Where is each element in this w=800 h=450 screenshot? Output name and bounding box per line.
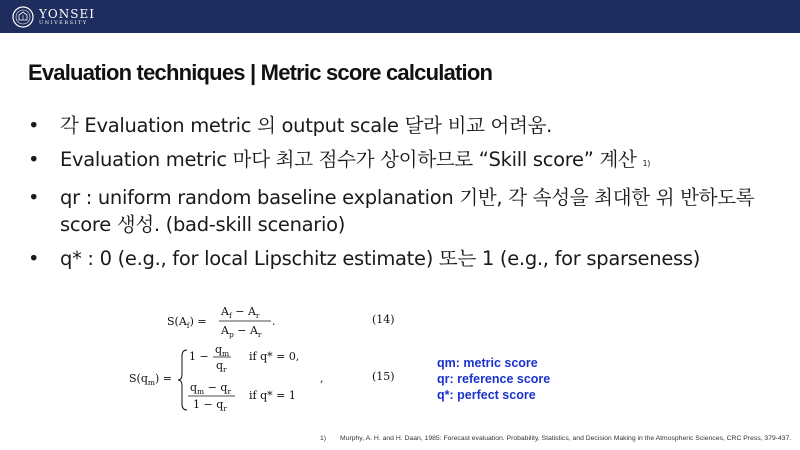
svg-text:S(Af) = (167, 315, 207, 330)
eq15-case2-num: q (190, 381, 198, 394)
svg-text:1 − qr (193, 398, 227, 413)
eq15-lhs-sub: m (147, 378, 155, 387)
bullet-marker: • (28, 114, 40, 137)
bullet-text: qr : uniform random baseline explanation 기반, 각 속성을 최대한 위 반하도록 score 생성. (bad-skill scenario) (60, 186, 755, 236)
svg-text:S(qm) = (129, 372, 172, 387)
footnote-number: 1) (320, 435, 327, 442)
eq14-lhs-sub: f (186, 321, 190, 330)
footnote-reference: 1) (642, 159, 651, 168)
eq14-num-op: − A (231, 305, 256, 318)
equation-figure (125, 296, 425, 420)
eq15-case2-num-sub: m (197, 387, 205, 396)
svg-text:qm − qr (190, 381, 231, 396)
legend-item: qm: metric score (437, 356, 538, 370)
equation-14 (167, 305, 395, 339)
eq15-case1-prefix: 1 − (189, 350, 209, 363)
svg-text:Ap − Ar (220, 324, 262, 339)
variable-legend (437, 355, 550, 403)
eq15-lhs-close: ) = (155, 372, 173, 385)
eq15-case1-condition: if q* = 0, (249, 350, 300, 363)
eq14-num-b-sub: r (255, 311, 260, 320)
eq14-trailing-period: . (272, 315, 276, 328)
university-seal-icon (12, 6, 34, 28)
bullet-marker: • (28, 186, 40, 209)
footnote-text: Murphy, A. H. and H. Daan, 1985: Forecast evaluation. Probability, Statistics, and Decision Making in the Atmospheric Sciences, CRC Press, 379-437. (340, 435, 792, 442)
eq15-trailing-comma: , (320, 372, 324, 385)
eq14-number: (14) (372, 313, 395, 326)
eq14-num-a: A (221, 305, 229, 318)
eq15-case2-condition: if q* = 1 (249, 389, 296, 402)
svg-text:Af − Ar (220, 305, 260, 320)
bullet-item (28, 245, 788, 272)
logo-subtitle: UNIVERSITY (39, 20, 88, 26)
bullet-item (28, 146, 788, 177)
eq15-number: (15) (372, 370, 395, 383)
equation-15 (129, 343, 395, 413)
eq15-brace (178, 350, 187, 410)
eq15-case2-num-op: − q (204, 381, 228, 394)
eq14-den-b-sub: r (257, 330, 262, 339)
eq15-case2-num-sub2: r (227, 387, 232, 396)
legend-item: q*: perfect score (437, 388, 536, 402)
eq14-den-a: A (221, 324, 229, 337)
eq15-case1-den-sub: r (223, 365, 227, 374)
eq14-den-a-sub: p (228, 330, 234, 339)
eq15-case1-num: q (215, 343, 223, 356)
eq14-lhs: S(A (167, 315, 187, 328)
university-logo (12, 6, 95, 28)
bullet-marker: • (28, 148, 40, 171)
eq15-lhs: S(q (129, 372, 148, 385)
bullet-marker: • (28, 247, 40, 270)
bullet-text: q* : 0 (e.g., for local Lipschitz estimate) 또는 1 (e.g., for sparseness) (60, 247, 701, 270)
eq14-den-op: − A (233, 324, 258, 337)
header-bar (0, 0, 800, 33)
eq14-num-a-sub: f (228, 311, 232, 320)
bullet-text: 각 Evaluation metric 의 output scale 달라 비교 어려움. (60, 114, 553, 137)
eq15-case1-num-sub: m (222, 349, 230, 358)
bullet-item (28, 184, 788, 238)
bullet-text: Evaluation metric 마다 최고 점수가 상이하므로 “Skill score” 계산 (60, 148, 637, 171)
footnote (320, 435, 791, 442)
bullet-item (28, 112, 788, 139)
eq14-lhs-close: ) = (189, 315, 207, 328)
svg-text:qm (215, 343, 229, 358)
logo-name: YONSEI (39, 7, 95, 21)
legend-item: qr: reference score (437, 372, 551, 386)
eq15-case2-den: 1 − q (193, 398, 224, 411)
slide-title: Evaluation techniques | Metric score calculation (28, 60, 493, 85)
eq15-case1-den: q (216, 359, 224, 372)
svg-text:qr (216, 359, 227, 374)
eq15-case2-den-sub: r (223, 404, 227, 413)
bullet-list (28, 112, 788, 279)
